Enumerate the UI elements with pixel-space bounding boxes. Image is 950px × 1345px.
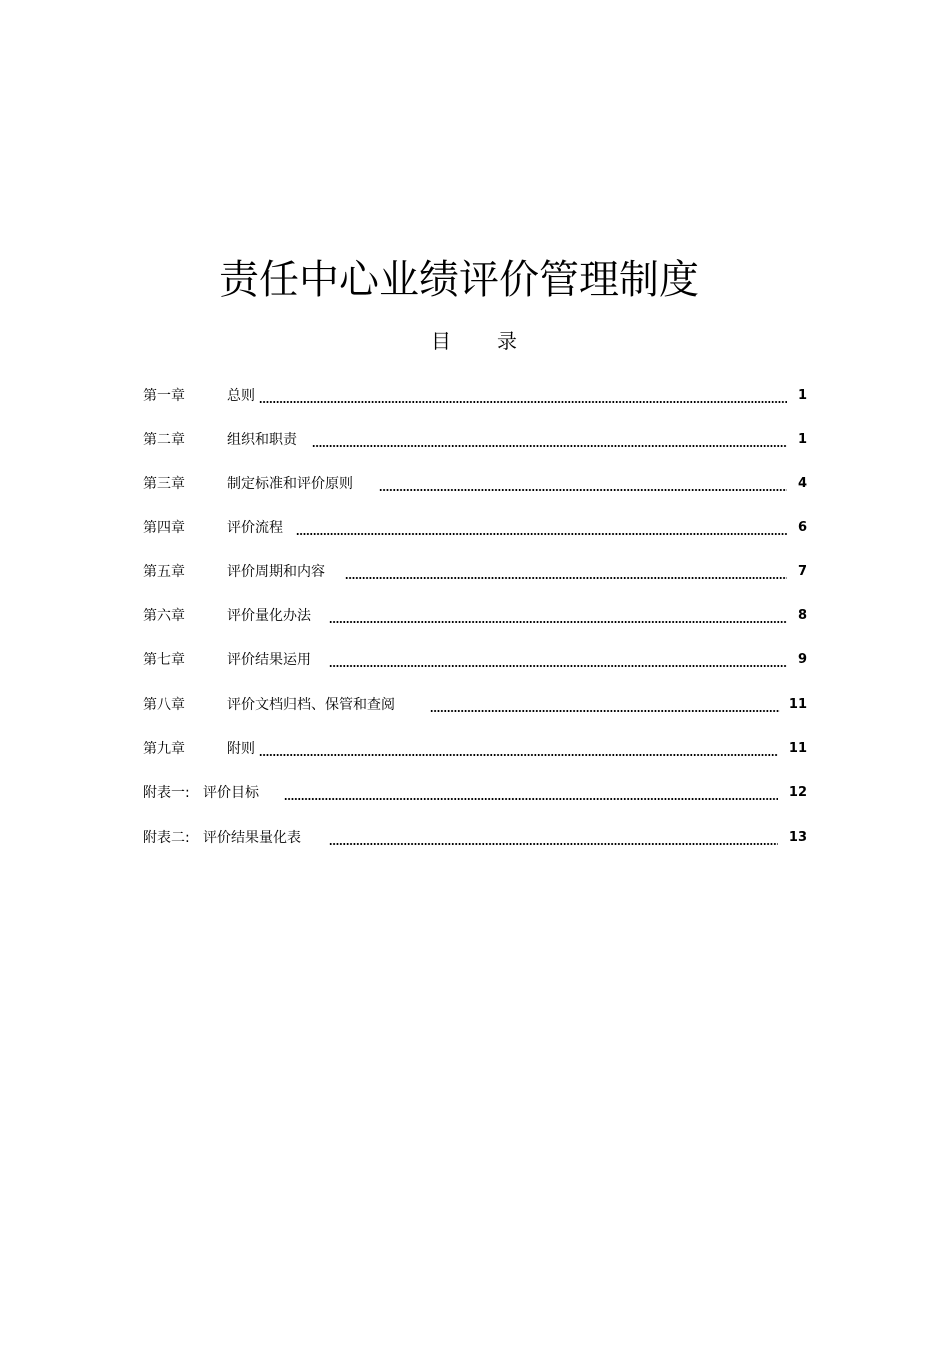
toc-heading-char-2: 录	[497, 329, 517, 353]
toc-chapter-label: 附表一:	[143, 785, 190, 801]
toc-chapter-label: 附表二:	[143, 830, 190, 846]
toc-page-number: 12	[788, 785, 807, 800]
toc-leader-dots	[329, 605, 787, 627]
toc-entry-6[interactable]	[143, 605, 807, 627]
toc-entry-11[interactable]	[143, 827, 807, 849]
toc-page-number: 11	[788, 741, 807, 756]
toc-entry-7[interactable]	[143, 649, 807, 671]
toc-heading	[0, 326, 950, 356]
toc-leader-dots	[430, 694, 780, 716]
toc-entry-title: 评价结果量化表	[203, 830, 301, 846]
toc-entry-3[interactable]	[143, 473, 807, 495]
toc-entry-title: 评价量化办法	[227, 608, 311, 624]
toc-entry-10[interactable]	[143, 782, 807, 804]
toc-page-number: 6	[797, 520, 807, 535]
toc-leader-dots	[329, 649, 787, 671]
toc-entry-title: 评价文档归档、保管和查阅	[227, 697, 395, 713]
toc-entry-5[interactable]	[143, 561, 807, 583]
toc-entry-title: 制定标准和评价原则	[227, 476, 353, 492]
toc-entry-title: 组织和职责	[227, 432, 297, 448]
toc-page-number: 8	[797, 608, 807, 623]
toc-chapter-label: 第二章	[143, 432, 185, 448]
toc-leader-dots	[259, 738, 778, 760]
toc-page-number: 13	[788, 830, 807, 845]
toc-leader-dots	[284, 782, 778, 804]
toc-leader-dots	[379, 473, 787, 495]
toc-entry-title: 评价结果运用	[227, 652, 311, 668]
document-title: 责任中心业绩评价管理制度	[219, 257, 699, 303]
toc-page-number: 7	[797, 564, 807, 579]
toc-page-number: 1	[797, 432, 807, 447]
toc-chapter-label: 第九章	[143, 741, 185, 757]
toc-chapter-label: 第四章	[143, 520, 185, 536]
toc-leader-dots	[259, 385, 787, 407]
toc-entry-title: 评价周期和内容	[227, 564, 325, 580]
toc-leader-dots	[312, 429, 787, 451]
toc-leader-dots	[345, 561, 787, 583]
toc-leader-dots	[296, 517, 787, 539]
toc-page-number: 4	[797, 476, 807, 491]
toc-chapter-label: 第一章	[143, 388, 185, 404]
toc-page-number: 9	[797, 652, 807, 667]
toc-entry-1[interactable]	[143, 385, 807, 407]
toc-heading-char-1: 目	[431, 329, 451, 353]
toc-page-number: 11	[788, 697, 807, 712]
toc-chapter-label: 第七章	[143, 652, 185, 668]
toc-entry-title: 评价流程	[227, 520, 283, 536]
toc-entry-2[interactable]	[143, 429, 807, 451]
toc-chapter-label: 第八章	[143, 697, 185, 713]
toc-entry-9[interactable]	[143, 738, 807, 760]
toc-page-number: 1	[797, 388, 807, 403]
toc-chapter-label: 第六章	[143, 608, 185, 624]
toc-chapter-label: 第五章	[143, 564, 185, 580]
toc-entry-title: 附则	[227, 741, 255, 757]
toc-entry-title: 总则	[227, 388, 255, 404]
toc-entry-title: 评价目标	[203, 785, 259, 801]
toc-entry-8[interactable]	[143, 694, 807, 716]
toc-entry-4[interactable]	[143, 517, 807, 539]
toc-chapter-label: 第三章	[143, 476, 185, 492]
toc-leader-dots	[329, 827, 778, 849]
